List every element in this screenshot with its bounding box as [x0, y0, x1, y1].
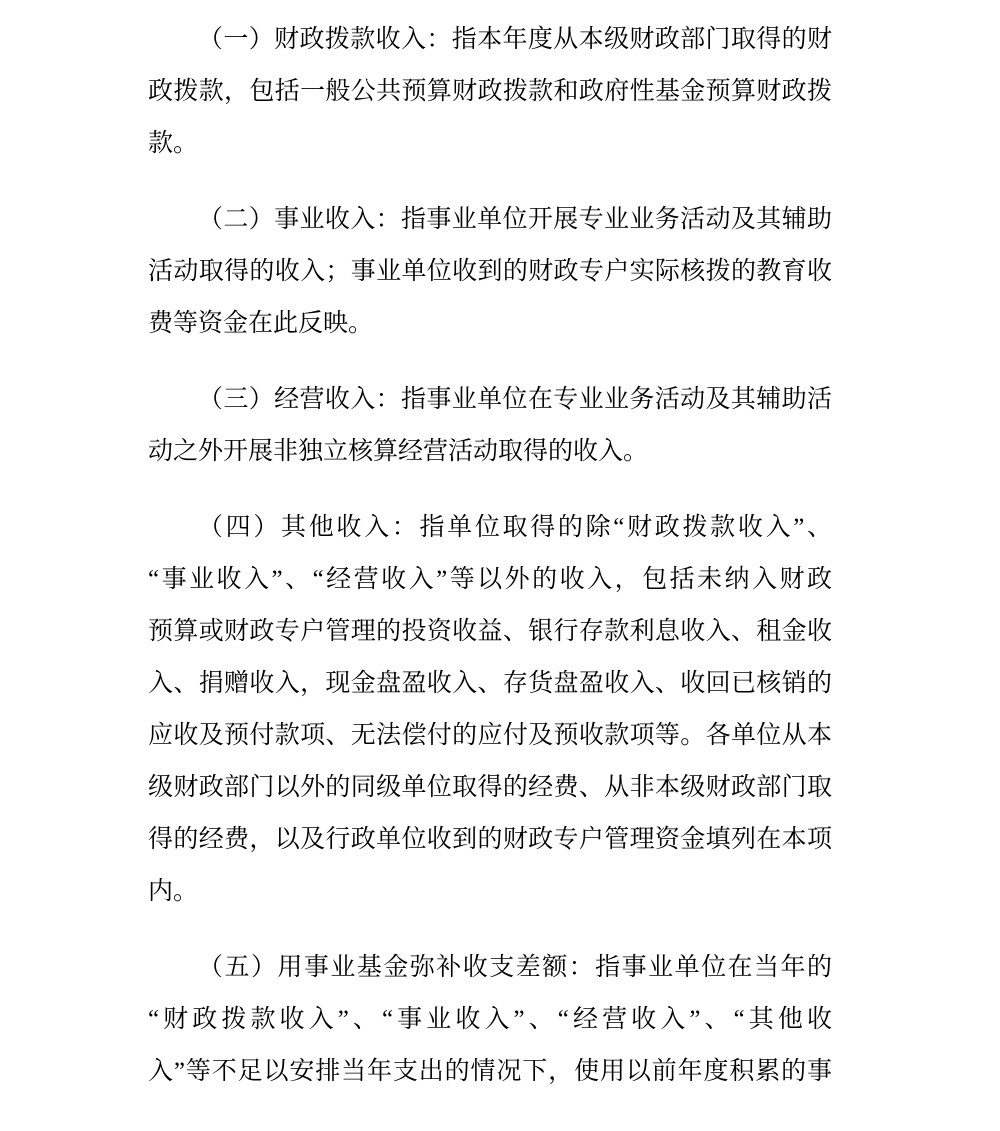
text-line: 费等资金在此反映。: [148, 310, 374, 337]
text-line: 政拨款，包括一般公共预算财政拨款和政府性基金预算财政拨: [148, 78, 832, 105]
text-line: 活动取得的收入；事业单位收到的财政专户实际核拨的教育收: [148, 258, 832, 285]
text-line: 级财政部门以外的同级单位取得的经费、从非本级财政部门取: [148, 774, 832, 801]
document-paragraph: [148, 14, 832, 170]
text-line: 预算或财政专户管理的投资收益、银行存款利息收入、租金收: [148, 618, 832, 645]
text-line: 得的经费，以及行政单位收到的财政专户管理资金填列在本项: [148, 826, 832, 853]
document-paragraph: [148, 194, 832, 350]
document-page: [148, 14, 832, 1122]
document-paragraph: [148, 374, 832, 478]
text-line: （三）经营收入：指事业单位在专业业务活动及其辅助活: [198, 386, 832, 413]
text-line: （二）事业收入：指事业单位开展专业业务活动及其辅助: [198, 206, 832, 233]
text-line: （四）其他收入：指单位取得的除“财政拨款收入”、: [198, 514, 832, 541]
text-line: 入、捐赠收入，现金盘盈收入、存货盘盈收入、收回已核销的: [148, 670, 832, 697]
text-line: （一）财政拨款收入：指本年度从本级财政部门取得的财: [198, 26, 832, 53]
document-paragraph: [148, 502, 832, 918]
text-line: 入”等不足以安排当年支出的情况下，使用以前年度积累的事: [148, 1058, 832, 1085]
text-line: “事业收入”、“经营收入”等以外的收入，包括未纳入财政: [148, 566, 832, 593]
text-line: 款。: [148, 130, 199, 157]
text-line: 应收及预付款项、无法偿付的应付及预收款项等。各单位从本: [148, 722, 832, 749]
text-line: 内。: [148, 878, 199, 905]
text-line: 动之外开展非独立核算经营活动取得的收入。: [148, 438, 649, 465]
text-line: （五）用事业基金弥补收支差额：指事业单位在当年的: [198, 954, 832, 981]
document-paragraph: [148, 942, 832, 1098]
text-line: “财政拨款收入”、“事业收入”、“经营收入”、“其他收: [148, 1006, 832, 1033]
